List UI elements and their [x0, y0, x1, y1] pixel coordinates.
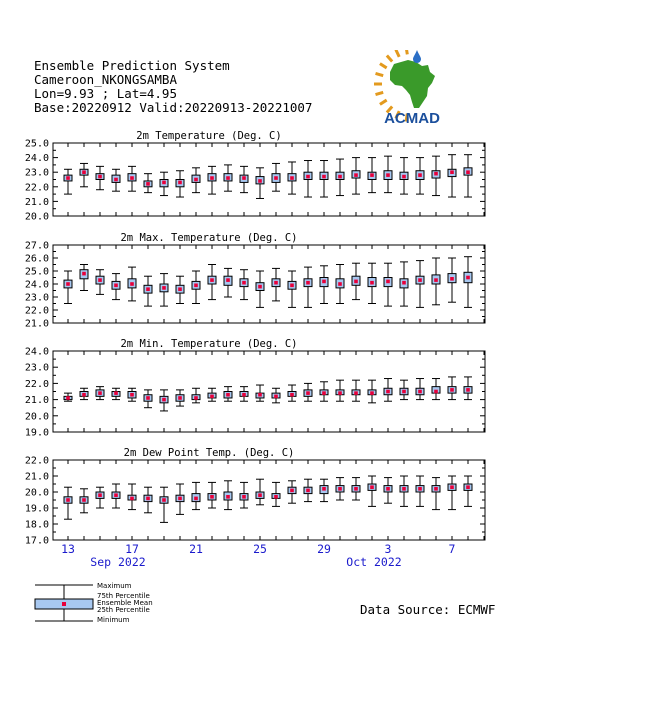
mean-marker	[274, 281, 278, 285]
y-tick-label: 21.0	[24, 471, 49, 483]
mean-marker	[82, 170, 86, 174]
y-tick-label: 19.0	[24, 427, 49, 439]
mean-marker	[290, 284, 294, 288]
header-dates: Base:20220912 Valid:20220913-20221007	[34, 100, 313, 115]
mean-marker	[258, 179, 262, 183]
x-day-label: 21	[189, 542, 203, 556]
mean-marker	[194, 396, 198, 400]
mean-marker	[226, 495, 230, 499]
mean-marker	[194, 178, 198, 182]
chart-title: 2m Dew Point Temp. (Deg. C)	[123, 447, 295, 459]
mean-marker	[370, 173, 374, 177]
mean-marker	[322, 280, 326, 284]
chart-title: 2m Max. Temperature (Deg. C)	[120, 232, 298, 244]
mean-marker	[354, 391, 358, 395]
mean-marker	[178, 287, 182, 291]
mean-marker	[162, 181, 166, 185]
mean-marker	[290, 176, 294, 180]
mean-marker	[402, 390, 406, 394]
y-tick-label: 22.0	[24, 305, 49, 317]
mean-marker	[114, 493, 118, 497]
mean-marker	[418, 173, 422, 177]
mean-marker	[82, 393, 86, 397]
mean-marker	[226, 278, 230, 282]
mean-marker	[450, 277, 454, 281]
legend-label-p25: 25th Percentile	[97, 606, 150, 614]
mean-marker	[354, 173, 358, 177]
legend-label-minimum: Minimum	[97, 616, 130, 624]
mean-marker	[370, 391, 374, 395]
y-tick-label: 18.0	[24, 519, 49, 531]
x-day-label: 29	[317, 542, 331, 556]
mean-marker	[98, 391, 102, 395]
mean-marker	[466, 388, 470, 392]
mean-marker	[450, 388, 454, 392]
legend-mean-marker	[62, 602, 66, 606]
y-tick-label: 25.0	[24, 266, 49, 278]
mean-marker	[210, 278, 214, 282]
y-tick-label: 21.0	[24, 196, 49, 208]
mean-marker	[338, 282, 342, 286]
mean-marker	[338, 487, 342, 491]
mean-marker	[434, 390, 438, 394]
mean-marker	[322, 487, 326, 491]
mean-marker	[354, 487, 358, 491]
y-tick-label: 24.0	[24, 153, 49, 165]
mean-marker	[306, 281, 310, 285]
mean-marker	[82, 272, 86, 276]
y-tick-label: 20.0	[24, 211, 49, 223]
legend-box-diagram	[32, 582, 96, 624]
mean-marker	[66, 396, 70, 400]
mean-marker	[386, 280, 390, 284]
mean-marker	[274, 395, 278, 399]
mean-marker	[242, 176, 246, 180]
mean-marker	[178, 396, 182, 400]
mean-marker	[162, 398, 166, 402]
mean-marker	[386, 487, 390, 491]
mean-marker	[210, 495, 214, 499]
mean-marker	[146, 182, 150, 186]
mean-marker	[322, 175, 326, 179]
y-tick-label: 22.0	[24, 182, 49, 194]
header-system-title: Ensemble Prediction System	[34, 58, 230, 73]
y-tick-label: 27.0	[24, 240, 49, 252]
mean-marker	[226, 393, 230, 397]
chart-title: 2m Temperature (Deg. C)	[136, 130, 282, 142]
mean-marker	[162, 286, 166, 290]
y-tick-label: 21.0	[24, 318, 49, 330]
mean-marker	[338, 175, 342, 179]
mean-marker	[434, 172, 438, 176]
mean-marker	[114, 178, 118, 182]
mean-marker	[306, 391, 310, 395]
mean-marker	[178, 497, 182, 501]
mean-marker	[114, 284, 118, 288]
mean-marker	[402, 487, 406, 491]
y-tick-label: 23.0	[24, 292, 49, 304]
mean-marker	[178, 181, 182, 185]
mean-marker	[130, 282, 134, 286]
mean-marker	[98, 175, 102, 179]
y-tick-label: 23.0	[24, 362, 49, 374]
mean-marker	[370, 281, 374, 285]
mean-marker	[386, 390, 390, 394]
mean-marker	[466, 485, 470, 489]
mean-marker	[210, 176, 214, 180]
mean-marker	[418, 390, 422, 394]
mean-marker	[258, 393, 262, 397]
x-day-label: 17	[125, 542, 139, 556]
y-tick-label: 17.0	[24, 535, 49, 547]
mean-marker	[402, 175, 406, 179]
mean-marker	[290, 489, 294, 493]
y-tick-label: 22.0	[24, 378, 49, 390]
data-source: Data Source: ECMWF	[360, 602, 496, 617]
mean-marker	[274, 495, 278, 499]
y-tick-label: 26.0	[24, 253, 49, 265]
mean-marker	[98, 493, 102, 497]
mean-marker	[450, 170, 454, 174]
mean-marker	[114, 391, 118, 395]
mean-marker	[194, 497, 198, 501]
mean-marker	[146, 497, 150, 501]
mean-marker	[146, 287, 150, 291]
legend-label-p75: 75th Percentile	[97, 592, 150, 600]
mean-marker	[226, 176, 230, 180]
x-day-label: 7	[448, 542, 456, 556]
x-day-label: 13	[61, 542, 75, 556]
mean-marker	[242, 495, 246, 499]
y-tick-label: 20.0	[24, 487, 49, 499]
y-tick-label: 23.0	[24, 167, 49, 179]
y-tick-label: 19.0	[24, 503, 49, 515]
y-tick-label: 24.0	[24, 346, 49, 358]
mean-marker	[306, 489, 310, 493]
mean-marker	[130, 176, 134, 180]
mean-marker	[338, 391, 342, 395]
y-tick-label: 25.0	[24, 138, 49, 150]
mean-marker	[66, 282, 70, 286]
mean-marker	[98, 278, 102, 282]
y-tick-label: 24.0	[24, 279, 49, 291]
header-station: Cameroon_NKONGSAMBA	[34, 72, 177, 87]
x-day-label: 3	[384, 542, 392, 556]
mean-marker	[162, 498, 166, 502]
mean-marker	[82, 498, 86, 502]
header-coordinates: Lon=9.93 ; Lat=4.95	[34, 86, 177, 101]
mean-marker	[386, 173, 390, 177]
mean-marker	[258, 493, 262, 497]
mean-marker	[290, 393, 294, 397]
mean-marker	[194, 284, 198, 288]
mean-marker	[354, 280, 358, 284]
mean-marker	[66, 498, 70, 502]
mean-marker	[402, 281, 406, 285]
x-day-label: 25	[253, 542, 267, 556]
mean-marker	[434, 487, 438, 491]
mean-marker	[322, 391, 326, 395]
mean-marker	[130, 497, 134, 501]
acmad-logo-text: ACMAD	[384, 110, 440, 127]
mean-marker	[210, 395, 214, 399]
x-month-label: Oct 2022	[346, 555, 402, 569]
legend-label-mean: Ensemble Mean	[97, 599, 153, 607]
mean-marker	[146, 396, 150, 400]
mean-marker	[418, 278, 422, 282]
x-month-label: Sep 2022	[90, 555, 146, 569]
mean-marker	[466, 170, 470, 174]
mean-marker	[306, 175, 310, 179]
mean-marker	[258, 285, 262, 289]
mean-marker	[370, 485, 374, 489]
mean-marker	[466, 276, 470, 280]
mean-marker	[274, 176, 278, 180]
y-tick-label: 22.0	[24, 455, 49, 467]
y-tick-label: 20.0	[24, 411, 49, 423]
mean-marker	[434, 278, 438, 282]
chart-title: 2m Min. Temperature (Deg. C)	[120, 338, 298, 350]
mean-marker	[130, 393, 134, 397]
mean-marker	[66, 176, 70, 180]
mean-marker	[242, 393, 246, 397]
mean-marker	[418, 487, 422, 491]
legend-label-maximum: Maximum	[97, 582, 132, 590]
y-tick-label: 21.0	[24, 395, 49, 407]
mean-marker	[450, 485, 454, 489]
mean-marker	[242, 281, 246, 285]
